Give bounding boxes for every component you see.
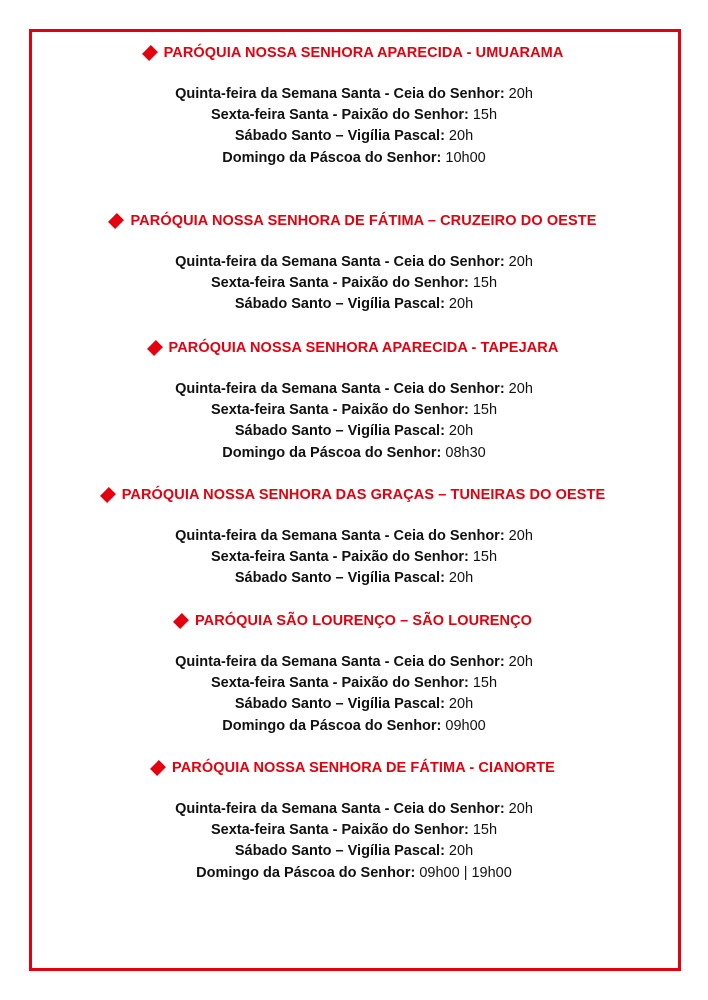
parish-section	[0, 43, 708, 169]
schedule-item	[0, 799, 708, 820]
parish-section	[0, 485, 708, 590]
diamond-bullet-icon	[142, 45, 158, 61]
schedule-list	[0, 652, 708, 737]
diamond-bullet-icon	[109, 213, 125, 229]
parish-heading	[0, 211, 708, 231]
celebration-time: 20h	[444, 570, 474, 587]
schedule-item	[0, 652, 708, 673]
diamond-bullet-icon	[173, 613, 189, 629]
diamond-bullet-icon	[150, 760, 166, 776]
celebration-label: Sábado Santo – Vigília Pascal:	[234, 843, 445, 860]
schedule-list	[0, 379, 708, 464]
parish-title: PARÓQUIA NOSSA SENHORA APARECIDA - UMUARAMA	[163, 45, 564, 61]
celebration-label: Sexta-feira Santa - Paixão do Senhor:	[210, 402, 469, 419]
schedule-item	[0, 694, 708, 715]
parish-title: PARÓQUIA NOSSA SENHORA DE FÁTIMA – CRUZEIRO DO OESTE	[130, 213, 597, 229]
celebration-time: 20h	[504, 654, 533, 670]
parish-heading	[0, 485, 708, 505]
celebration-label: Domingo da Páscoa do Senhor:	[222, 717, 442, 734]
celebration-label: Domingo da Páscoa do Senhor:	[222, 149, 442, 166]
schedule-item	[0, 148, 708, 169]
celebration-label: Sábado Santo – Vigília Pascal:	[234, 696, 445, 713]
celebration-time: 15h	[468, 549, 498, 566]
celebration-time: 15h	[468, 107, 498, 124]
schedule-item	[0, 421, 708, 442]
celebration-label: Quinta-feira da Semana Santa - Ceia do Senhor:	[175, 86, 505, 102]
schedule-list	[0, 799, 708, 884]
schedule-item	[0, 568, 708, 589]
schedule-item	[0, 443, 708, 464]
parish-title: PARÓQUIA NOSSA SENHORA DE FÁTIMA - CIANORTE	[172, 760, 555, 776]
celebration-time: 20h	[504, 254, 533, 270]
schedule-list	[0, 252, 708, 316]
celebration-label: Quinta-feira da Semana Santa - Ceia do Senhor:	[175, 801, 505, 817]
schedule-item	[0, 716, 708, 737]
celebration-label: Sexta-feira Santa - Paixão do Senhor:	[210, 675, 469, 692]
schedule-item	[0, 84, 708, 105]
celebration-time: 09h00 | 19h00	[415, 864, 512, 881]
parish-heading	[0, 611, 708, 631]
celebration-label: Domingo da Páscoa do Senhor:	[222, 444, 442, 461]
celebration-time: 20h	[444, 423, 474, 440]
celebration-time: 20h	[504, 801, 533, 817]
celebration-time: 20h	[504, 528, 533, 544]
parish-title: PARÓQUIA SÃO LOURENÇO – SÃO LOURENÇO	[194, 613, 533, 629]
schedule-item	[0, 126, 708, 147]
celebration-time: 20h	[444, 128, 474, 145]
celebration-time: 20h	[504, 86, 533, 102]
celebration-time: 20h	[444, 296, 474, 313]
schedule-item	[0, 547, 708, 568]
celebration-time: 15h	[468, 402, 498, 419]
celebration-time: 20h	[444, 843, 474, 860]
celebration-time: 09h00	[441, 717, 486, 734]
parish-title: PARÓQUIA NOSSA SENHORA DAS GRAÇAS – TUNEIRAS DO OESTE	[121, 487, 606, 503]
celebration-label: Domingo da Páscoa do Senhor:	[196, 864, 416, 881]
celebration-time: 08h30	[441, 444, 486, 461]
celebration-label: Sábado Santo – Vigília Pascal:	[234, 570, 445, 587]
parish-section	[0, 338, 708, 464]
celebration-time: 20h	[504, 381, 533, 397]
diamond-bullet-icon	[100, 487, 116, 503]
schedule-item	[0, 841, 708, 862]
celebration-label: Sábado Santo – Vigília Pascal:	[234, 423, 445, 440]
parish-heading	[0, 758, 708, 778]
parish-heading	[0, 43, 708, 63]
celebration-time: 15h	[468, 275, 498, 292]
parish-section	[0, 611, 708, 737]
celebration-time: 20h	[444, 696, 474, 713]
celebration-label: Sexta-feira Santa - Paixão do Senhor:	[210, 107, 469, 124]
parish-section	[0, 758, 708, 884]
schedule-list	[0, 526, 708, 590]
celebration-label: Quinta-feira da Semana Santa - Ceia do Senhor:	[175, 381, 505, 397]
schedule-item	[0, 673, 708, 694]
schedule-item	[0, 820, 708, 841]
schedule-item	[0, 400, 708, 421]
celebration-time: 15h	[468, 675, 498, 692]
schedule-item	[0, 863, 708, 884]
parish-title: PARÓQUIA NOSSA SENHORA APARECIDA - TAPEJARA	[168, 340, 559, 356]
schedule-item	[0, 294, 708, 315]
diamond-bullet-icon	[147, 340, 163, 356]
schedule-item	[0, 273, 708, 294]
celebration-label: Sábado Santo – Vigília Pascal:	[234, 128, 445, 145]
celebration-time: 10h00	[441, 149, 486, 166]
schedule-item	[0, 526, 708, 547]
celebration-label: Sexta-feira Santa - Paixão do Senhor:	[210, 822, 469, 839]
schedule-item	[0, 379, 708, 400]
celebration-label: Quinta-feira da Semana Santa - Ceia do Senhor:	[175, 654, 505, 670]
parish-heading	[0, 338, 708, 358]
schedule-item	[0, 252, 708, 273]
schedule-item	[0, 105, 708, 126]
parish-section	[0, 211, 708, 316]
celebration-label: Quinta-feira da Semana Santa - Ceia do Senhor:	[175, 254, 505, 270]
celebration-time: 15h	[468, 822, 498, 839]
celebration-label: Quinta-feira da Semana Santa - Ceia do Senhor:	[175, 528, 505, 544]
celebration-label: Sábado Santo – Vigília Pascal:	[234, 296, 445, 313]
schedule-list	[0, 84, 708, 169]
celebration-label: Sexta-feira Santa - Paixão do Senhor:	[210, 275, 469, 292]
celebration-label: Sexta-feira Santa - Paixão do Senhor:	[210, 549, 469, 566]
